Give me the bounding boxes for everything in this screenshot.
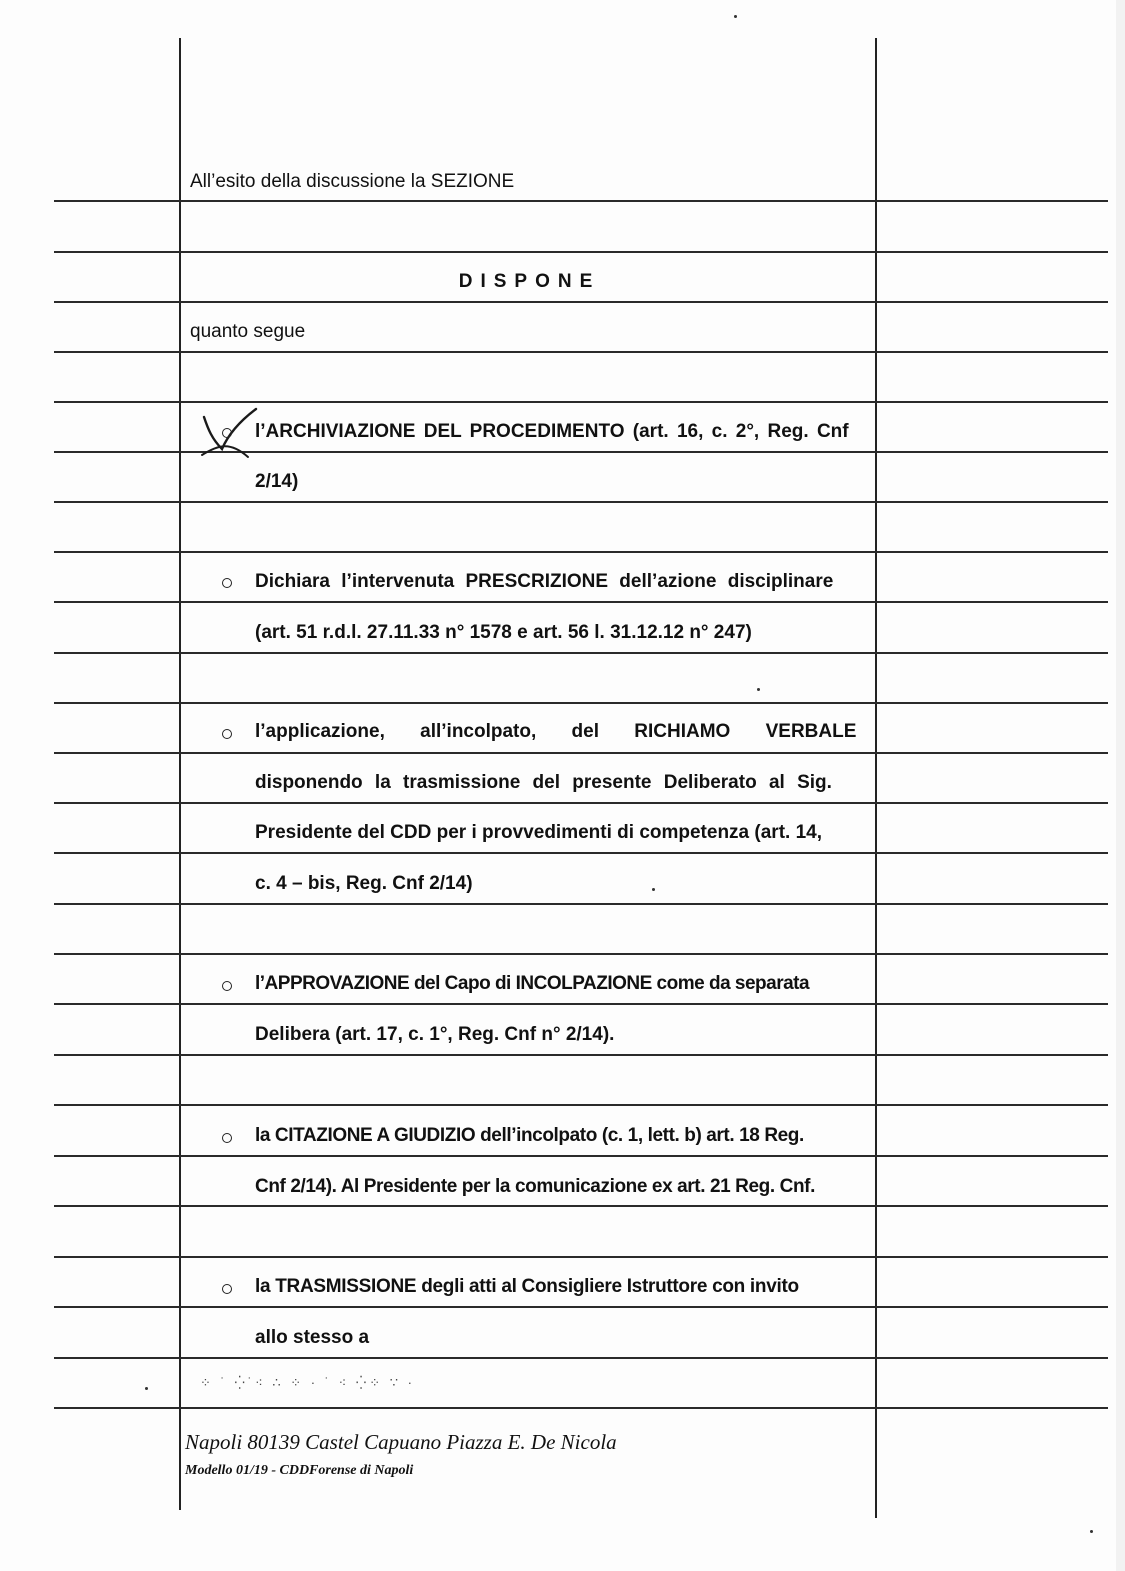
ruled-line [54, 1407, 1108, 1409]
ruled-line [54, 401, 1108, 403]
ruled-line [54, 652, 1108, 654]
option-text: la TRASMISSIONE degli atti al Consigliere Istruttore con invito [255, 1276, 799, 1297]
ruled-line [54, 601, 1108, 603]
intro-text [190, 170, 514, 194]
ruled-line [54, 1357, 1108, 1359]
left-margin-line [179, 38, 181, 1510]
ruled-line [54, 852, 1108, 854]
scan-dot [1090, 1530, 1093, 1533]
option-line [255, 420, 873, 444]
ruled-line [54, 1054, 1108, 1056]
intro-prefix: All’esito della discussione la [190, 171, 431, 192]
option-text: Delibera (art. 17, c. 1°, Reg. Cnf n° 2/14). [255, 1024, 615, 1045]
option-text: Cnf 2/14). Al Presidente per la comunicazione ex art. 21 Reg. Cnf. [255, 1176, 815, 1197]
ruled-line [54, 702, 1108, 704]
ruled-line [54, 953, 1108, 955]
scan-dot [652, 888, 655, 891]
ruled-line [54, 1306, 1108, 1308]
option-text: 2/14) [255, 471, 299, 492]
ruled-line [54, 1205, 1108, 1207]
option-text: Presidente del CDD per i provvedimenti di competenza (art. 14, [255, 822, 822, 843]
option-bullet [222, 578, 232, 588]
footer-model: Modello 01/19 - CDDForense di Napoli [185, 1463, 414, 1478]
ruled-line [54, 301, 1108, 303]
option-text: (art. 51 r.d.l. 27.11.33 n° 1578 e art. 56 l. 31.12.12 n° 247) [255, 622, 752, 643]
scan-dot [757, 688, 760, 691]
option-text: la CITAZIONE A GIUDIZIO dell’incolpato (c. 1, lett. b) art. 18 Reg. [255, 1125, 804, 1146]
ruled-line [54, 251, 1108, 253]
page-title: DISPONE [458, 271, 601, 292]
ruled-line [54, 1104, 1108, 1106]
option-text: l’ARCHIVIAZIONE DEL PROCEDIMENTO (art. 16, c. 2°, Reg. Cnf [255, 421, 849, 442]
option-text: disponendo la trasmissione del presente Deliberato al Sig. [255, 772, 832, 793]
faded-scan-noise: ⁘ ˙ ⁛˙⁖ ∴ ⁘ · ˙ ⁖ ⁛⁘ ∵ · [200, 1375, 415, 1390]
option-bullet [222, 729, 232, 739]
ruled-line [54, 1155, 1108, 1157]
option-text: c. 4 – bis, Reg. Cnf 2/14) [255, 873, 473, 894]
option-text: l’APPROVAZIONE del Capo di INCOLPAZIONE come da separata [255, 973, 810, 994]
footer-address: Napoli 80139 Castel Capuano Piazza E. De Nicola [185, 1430, 617, 1454]
ruled-line [54, 1256, 1108, 1258]
ruled-line [54, 351, 1108, 353]
ruled-line [54, 802, 1108, 804]
option-bullet [222, 981, 232, 991]
option-text: Dichiara l’intervenuta PRESCRIZIONE dell’azione disciplinare [255, 571, 834, 592]
scan-dot [145, 1387, 148, 1390]
option-bullet [222, 1133, 232, 1143]
scan-dot [734, 15, 737, 18]
ruled-line [54, 501, 1108, 503]
ruled-line [54, 752, 1108, 754]
follows-text: quanto segue [190, 321, 306, 342]
option-bullet [222, 1284, 232, 1294]
ruled-line [54, 200, 1108, 202]
ruled-line [54, 903, 1108, 905]
option-bullet [222, 428, 232, 438]
ruled-line [54, 551, 1108, 553]
right-margin-line [875, 38, 877, 1518]
section-label: SEZIONE [430, 171, 515, 192]
option-text: allo stesso a [255, 1327, 370, 1348]
ruled-line [54, 1003, 1108, 1005]
option-text: l’applicazione, all’incolpato, del RICHIAMO VERBALE [255, 721, 857, 742]
